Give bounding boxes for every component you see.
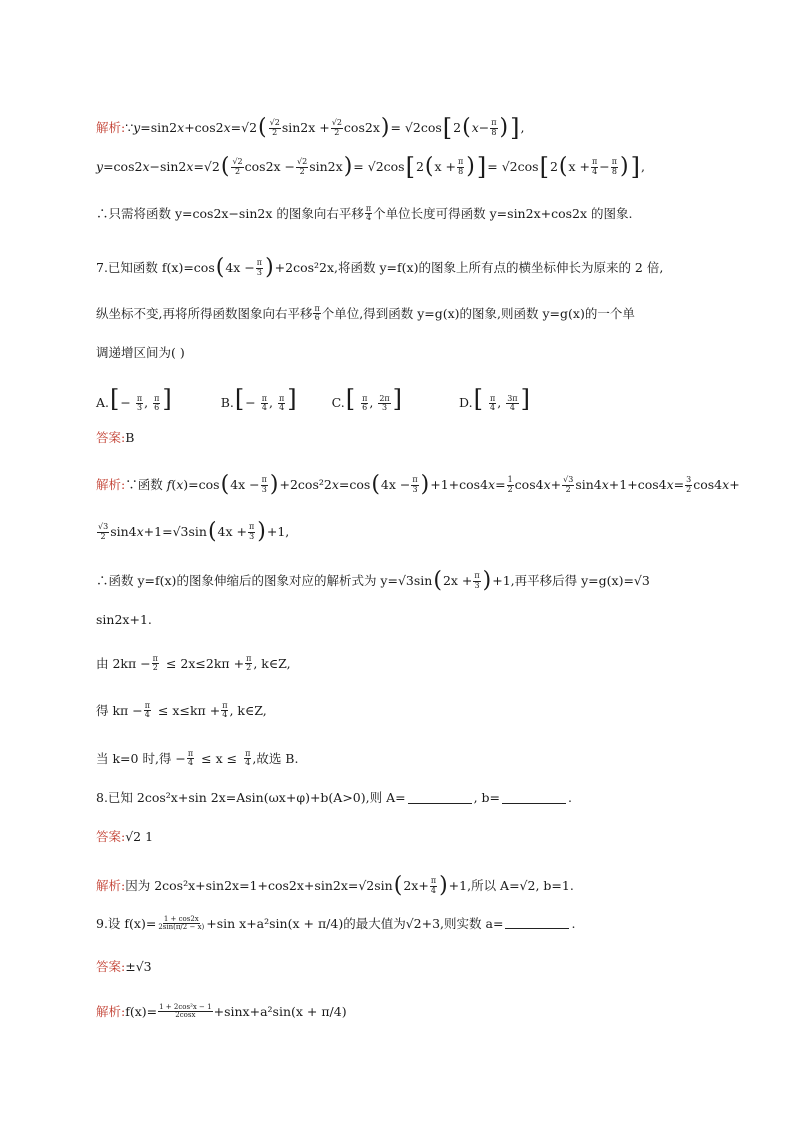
q8-stem: 8.已知 2cos²x+sin 2x=Asin(ωx+φ)+b(A>0),则 A= , b= . (96, 790, 573, 805)
q7-answer: 答案: B (96, 430, 135, 445)
q8-answer: 答案: √2 1 (96, 829, 154, 844)
answer-blank-b[interactable] (502, 793, 566, 804)
q7-solution-line-1: 解析: ∵函数 f(x)=cos ( 4x − $\frac{\pi}{3}$ ) +2cos²2x=cos ( 4x − $\frac{\pi}{3}$ ) +1+cos4x= $\frac{1}{2}$ cos4x+ $\frac{√3}{2}$ sin4x+1+cos4x= $\frac{3}{2}$ cos4x+ (96, 472, 740, 497)
q8-solution: 解析: 因为 2cos²x+sin2x=1+cos2x+sin2x=√2sin ( 2x+ $\frac{\pi}{4}$ ) +1,所以 A=√2, b=1. (96, 873, 574, 898)
q9-stem: 9.设 f(x)= $\frac{1 + \cos 2x}{2\sin(\pi/2 - x)}$ +sin x+a²sin(x + π/4)的最大值为√2+3,则实数 a= . (96, 915, 576, 932)
q7-solution-line-6: 得 kπ − $\frac{\pi}{4}$ ≤ x≤kπ + $\frac{\pi}{4}$ , k∈Z, (96, 701, 267, 720)
q7-solution-line-7: 当 k=0 时,得 − $\frac{\pi}{4}$ ≤ x ≤ $\frac{\pi}{4}$ ,故选 B. (96, 749, 299, 768)
solution-label: 解析: (96, 119, 126, 135)
q6-solution-line-3: ∴只需将函数 y=cos2x−sin2x 的图象向右平移 $\frac{\pi}{4}$ 个单位长度可得函数 y=sin2x+cos2x 的图象. (96, 204, 633, 223)
q7-stem-line-3: 调递增区间为( ) (96, 345, 185, 360)
q7-solution-line-2: $\frac{√3}{2}$ sin4x+1=√3sin ( 4x + $\frac{\pi}{3}$ ) +1, (98, 519, 290, 544)
q7-solution-line-4: sin2x+1. (96, 612, 152, 627)
option-c: C.[ $\frac{\pi}{6}$ , $\frac{2\pi}{3}$ ] (331, 385, 403, 413)
q7-stem-line-1: 7.已知函数 f(x)=cos ( 4x − $\frac{\pi}{3}$ ) +2cos²2x,将函数 y=f(x)的图象上所有点的横坐标伸长为原来的 2 倍, (96, 255, 664, 280)
q6-solution-line-2: y=cos2x−sin2x=√2 ( $\frac{√2}{2}$ cos2x − $\frac{√2}{2}$ sin2x ) = √2cos [ 2 ( x + $\frac{\pi}{8}$ ) ] = √2cos [ 2 ( x + $\frac{\pi}{4}$ − $\frac{\pi}{8}$ ) ] , (96, 153, 645, 181)
q7-stem-line-2: 纵坐标不变,再将所得函数图象向右平移 $\frac{\pi}{6}$ 个单位,得到函数 y=g(x)的图象,则函数 y=g(x)的一个单 (96, 304, 635, 323)
q7-solution-line-5: 由 2kπ − $\frac{\pi}{2}$ ≤ 2x≤2kπ + $\frac{\pi}{2}$ , k∈Z, (96, 654, 291, 673)
q7-solution-line-3: ∴函数 y=f(x)的图象伸缩后的图象对应的解析式为 y=√3sin ( 2x + $\frac{\pi}{3}$ ) +1,再平移后得 y=g(x)=√3 (96, 568, 650, 593)
q9-solution: 解析: f(x)= $\frac{\text{1 + 2cos²x − 1}}{2\cos x}$ +sinx+a²sin(x + π/4) (96, 1003, 347, 1020)
option-a: A.[− $\frac{\pi}{3}$ , $\frac{\pi}{6}$ ] (96, 385, 172, 413)
option-d: D.[ $\frac{\pi}{4}$ , $\frac{3\pi}{4}$ ] (459, 385, 530, 413)
q7-options (96, 387, 531, 412)
answer-blank-a-value[interactable] (505, 918, 569, 929)
answer-blank-a[interactable] (408, 793, 472, 804)
q6-solution-line-1: 解析: ∵y=sin2x+cos2x=√2 ( $\frac{√2}{2}$ sin2x + $\frac{√2}{2}$ cos2x ) = √2cos [ 2 ( x − $\frac{\pi}{8}$ ) ] , (96, 114, 525, 142)
q9-answer: 答案: ±√3 (96, 959, 152, 974)
option-b: B.[− $\frac{\pi}{4}$ , $\frac{\pi}{4}$ ] (220, 385, 297, 413)
